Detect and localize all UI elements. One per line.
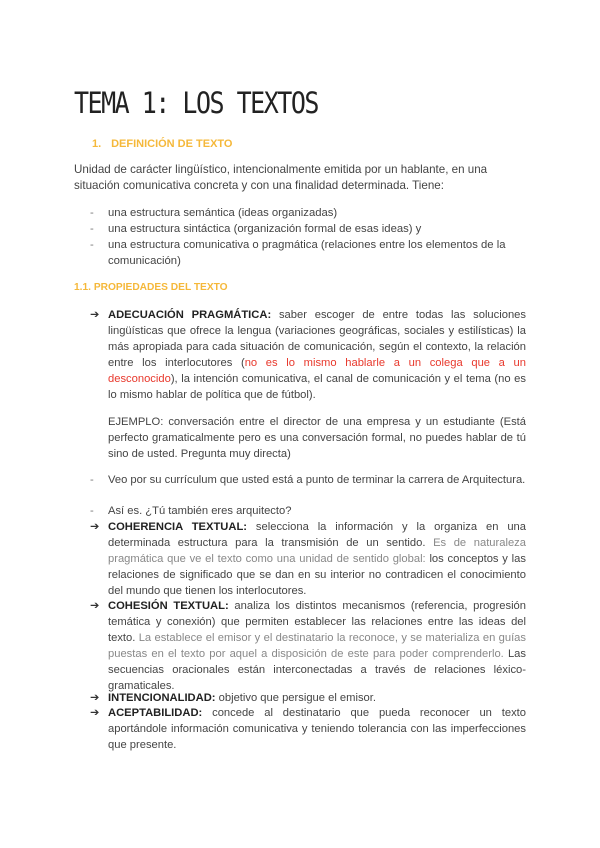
property-term: INTENCIONALIDAD: bbox=[108, 692, 216, 704]
section-title: DEFINICIÓN DE TEXTO bbox=[111, 138, 233, 150]
dash-marker: - bbox=[90, 505, 94, 517]
highlighted-example: no es lo mismo hablarle a un colega que a un desconocido bbox=[108, 357, 527, 385]
property-text: los conceptos y las relaciones de significado que se dan en su interior no contradicen el conocimiento del mundo que tienen los interlocutores. bbox=[108, 553, 526, 597]
arrow-icon: ➔ bbox=[90, 692, 100, 704]
property-text: Las secuencias oracionales están interconectadas a través de relaciones léxico- gramaticales. bbox=[108, 648, 526, 692]
property-cohesion bbox=[90, 598, 527, 694]
list-item bbox=[90, 205, 526, 221]
arrow-icon: ➔ bbox=[90, 309, 100, 321]
property-term: ACEPTABILIDAD: bbox=[108, 707, 203, 719]
subsection-heading-propiedades: 1.1. PROPIEDADES DEL TEXTO bbox=[74, 282, 228, 293]
property-term: ADECUACIÓN PRAGMÁTICA: bbox=[108, 309, 272, 321]
arrow-icon: ➔ bbox=[90, 521, 100, 533]
section-heading-definicion bbox=[92, 138, 232, 150]
property-text: objetivo que persigue el emisor. bbox=[215, 692, 376, 704]
dialogue-line bbox=[90, 503, 526, 519]
property-text-secondary: La establece el emisor y el destinatario la reconoce, y se materializa en guías puestas en el texto por aquel a disposición de este para poder comprenderlo. bbox=[108, 632, 526, 660]
dash-marker: - bbox=[90, 207, 94, 219]
list-item bbox=[90, 221, 526, 237]
dialogue-text: Así es. ¿Tú también eres arquitecto? bbox=[108, 505, 292, 517]
dash-marker: - bbox=[90, 223, 94, 235]
property-coherencia bbox=[90, 519, 526, 599]
example-paragraph: EJEMPLO: conversación entre el director de una empresa y un estudiante (Está perfecto gramaticalmente pero es una conversación formal, no puedes hablar de tú sino de usted. Pregunta muy directa) bbox=[108, 416, 526, 460]
property-text: concede al destinatario que pueda reconocer un texto aportándole información comunicativa y teniendo tolerancia con las imperfecciones que presente. bbox=[108, 707, 526, 751]
dash-marker: - bbox=[90, 239, 94, 251]
section-number: 1. bbox=[92, 138, 102, 150]
property-intencionalidad bbox=[90, 690, 526, 706]
property-aceptabilidad bbox=[90, 705, 526, 753]
property-text-secondary: Es de naturaleza pragmática que ve el texto como una unidad de sentido global: bbox=[108, 537, 526, 565]
arrow-icon: ➔ bbox=[90, 707, 100, 719]
property-text: saber escoger de entre todas las soluciones lingüísticas que ofrece la lengua (variaciones geográficas, sociales y estilísticas) la más apropiada para cada situación de comunicación, según el contexto, la relación entre los interlocutores ( bbox=[108, 309, 526, 369]
list-item-text: una estructura semántica (ideas organizadas) bbox=[108, 207, 338, 219]
page-title: TEMA 1: LOS TEXTOS bbox=[74, 86, 318, 121]
dialogue-text: Veo por su currículum que usted está a punto de terminar la carrera de Arquitectura. bbox=[108, 474, 526, 486]
list-item bbox=[90, 237, 526, 269]
arrow-icon: ➔ bbox=[90, 600, 100, 612]
property-term: COHERENCIA TEXTUAL: bbox=[108, 521, 248, 533]
property-adecuacion bbox=[90, 307, 527, 403]
property-text: analiza los distintos mecanismos (referencia, progresión temática y conexión) que permiten establecer las relaciones entre las ideas del texto. bbox=[108, 600, 527, 644]
property-text: selecciona la información y la organiza en una determinada estructura para la transmisión de un sentido. bbox=[108, 521, 526, 549]
dialogue-line bbox=[90, 472, 526, 488]
dash-marker: - bbox=[90, 474, 94, 486]
property-text: ), la intención comunicativa, el canal de comunicación y el tema (no es lo mismo hablar de política que de fútbol). bbox=[108, 373, 526, 401]
list-item-text: una estructura sintáctica (organización formal de esas ideas) y bbox=[108, 223, 422, 235]
property-term: COHESIÓN TEXTUAL: bbox=[108, 600, 229, 612]
definition-paragraph: Unidad de carácter lingüístico, intencionalmente emitida por un hablante, en una situación comunicativa concreta y con una finalidad determinada. Tiene: bbox=[74, 163, 488, 192]
list-item-text: una estructura comunicativa o pragmática (relaciones entre los elementos de la comunicación) bbox=[108, 239, 506, 267]
